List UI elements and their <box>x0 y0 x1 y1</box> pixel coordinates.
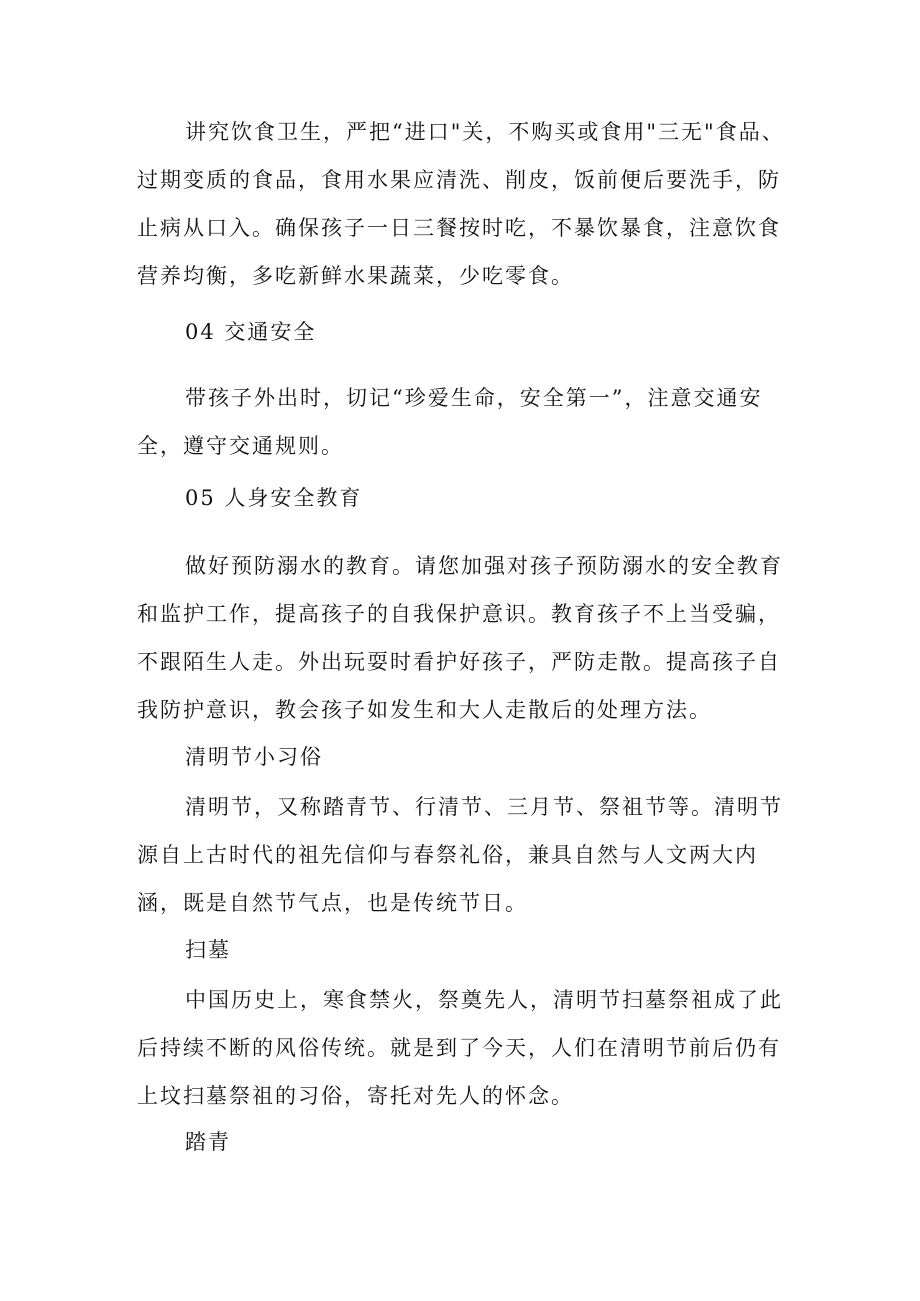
tomb-sweeping-paragraph: 中国历史上，寒食禁火，祭奠先人，清明节扫墓祭祖成了此后持续不断的风俗传统。就是到了今天，人们在清明节前后仍有上坟扫墓祭祖的习俗，寄托对先人的怀念。 <box>137 988 783 1108</box>
personal-safety-heading: 05 人身安全教育 <box>185 486 363 510</box>
qingming-customs-heading: 清明节小习俗 <box>185 745 323 769</box>
spring-outing-heading: 踏青 <box>185 1130 231 1154</box>
food-hygiene-paragraph: 讲究饮食卫生，严把“进口"关，不购买或食用"三无"食品、过期变质的食品，食用水果应清洗、削皮，饭前便后要洗手，防止病从口入。确保孩子一日三餐按时吃，不暴饮暴食，注意饮食营养均衡，多吃新鲜水果蔬菜，少吃零食。 <box>137 120 785 288</box>
traffic-safety-paragraph: 带孩子外出时，切记“珍爱生命，安全第一”，注意交通安全，遵守交通规则。 <box>137 386 763 458</box>
tomb-sweeping-heading: 扫墓 <box>185 938 231 962</box>
qingming-customs-paragraph: 清明节，又称踏青节、行清节、三月节、祭祖节等。清明节源自上古时代的祖先信仰与春祭礼俗，兼具自然与人文两大内涵，既是自然节气点，也是传统节日。 <box>137 795 783 915</box>
traffic-safety-heading: 04 交通安全 <box>185 320 317 344</box>
personal-safety-paragraph: 做好预防溺水的教育。请您加强对孩子预防溺水的安全教育和监护工作，提高孩子的自我保护意识。教育孩子不上当受骗，不跟陌生人走。外出玩耍时看护好孩子，严防走散。提高孩子自我防护意识，教会孩子如发生和大人走散后的处理方法。 <box>137 554 783 722</box>
